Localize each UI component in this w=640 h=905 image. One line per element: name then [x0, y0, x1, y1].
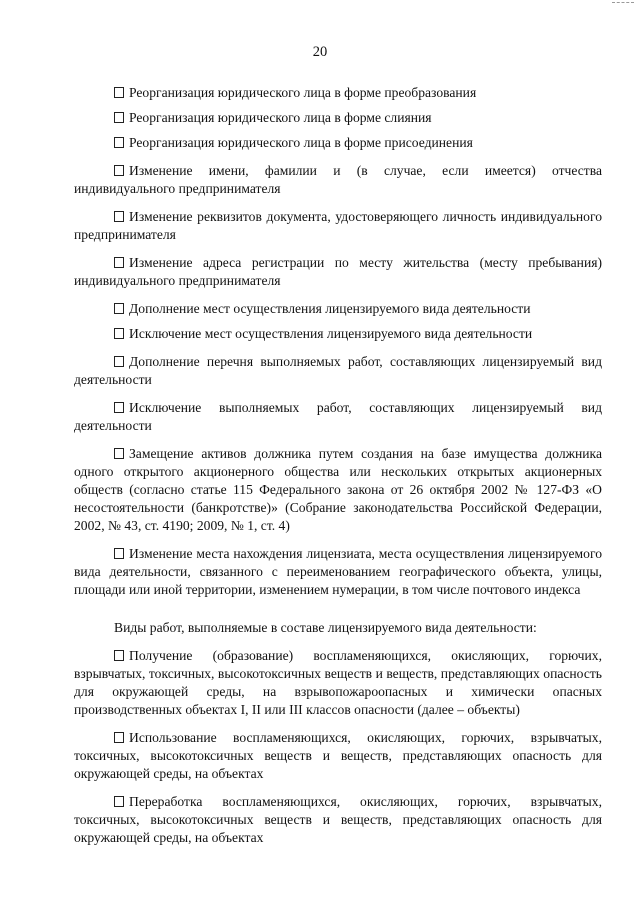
list-item: [74, 300, 602, 318]
checkbox-icon[interactable]: [114, 87, 124, 98]
item-text: Дополнение перечня выполняемых работ, составляющих лицензируемый вид деятельности: [74, 354, 602, 387]
work-item: [74, 793, 602, 847]
item-text: Исключение мест осуществления лицензируемого вида деятельности: [129, 326, 533, 341]
checkbox-icon[interactable]: [114, 303, 124, 314]
work-item: [74, 647, 602, 719]
list-item: [74, 162, 602, 198]
item-text: Реорганизация юридического лица в форме преобразования: [129, 85, 477, 100]
item-text: Реорганизация юридического лица в форме присоединения: [129, 135, 473, 150]
list-item: [74, 254, 602, 290]
scan-edge-mark: [612, 2, 634, 4]
checkbox-icon[interactable]: [114, 356, 124, 367]
list-item: [74, 208, 602, 244]
checkbox-icon[interactable]: [114, 402, 124, 413]
checkbox-icon[interactable]: [114, 165, 124, 176]
list-item: [74, 399, 602, 435]
checkbox-icon[interactable]: [114, 796, 124, 807]
list-item: [74, 109, 602, 127]
item-text: Исключение выполняемых работ, составляющих лицензируемый вид деятельности: [74, 400, 602, 433]
checkbox-icon[interactable]: [114, 328, 124, 339]
checkbox-icon[interactable]: [114, 137, 124, 148]
item-text: Замещение активов должника путем создания на базе имущества должника одного открытого акционерного общества или нескольких открытых акционерных обществ (согласно статье 115 Федерального закона от 26 октября 2002 № 127-ФЗ «О несостоятельности (банкротстве)» (Собрание законодательства Российской Федерации, 2002, № 43, ст. 4190; 2009, № 1, ст. 4): [74, 446, 602, 533]
item-text: Изменение реквизитов документа, удостоверяющего личность индивидуального предпринимателя: [74, 209, 602, 242]
checkbox-icon[interactable]: [114, 211, 124, 222]
item-text: Изменение адреса регистрации по месту жительства (месту пребывания) индивидуального предпринимателя: [74, 255, 602, 288]
checkbox-icon[interactable]: [114, 732, 124, 743]
work-text: Получение (образование) воспламеняющихся, окисляющих, горючих, взрывчатых, токсичных, высокотоксичных веществ и веществ, представляющих опасность для окружающей среды, на взрывопожароопасных и химически опасных производственных объектах I, II или III классов опасности (далее – объекты): [74, 648, 602, 717]
item-text: Реорганизация юридического лица в форме слияния: [129, 110, 432, 125]
checkbox-icon[interactable]: [114, 548, 124, 559]
item-text: Изменение имени, фамилии и (в случае, если имеется) отчества индивидуального предпринимателя: [74, 163, 602, 196]
page-number: 20: [312, 44, 328, 60]
list-item: [74, 353, 602, 389]
item-text: Дополнение мест осуществления лицензируемого вида деятельности: [129, 301, 531, 316]
list-item: [74, 445, 602, 535]
list-item: [74, 325, 602, 343]
checkbox-icon[interactable]: [114, 448, 124, 459]
work-item: [74, 729, 602, 783]
checkbox-icon[interactable]: [114, 112, 124, 123]
checkbox-icon[interactable]: [114, 257, 124, 268]
list-item: [74, 134, 602, 152]
item-text: Изменение места нахождения лицензиата, места осуществления лицензируемого вида деятельности, связанного с переименованием географического объекта, улицы, площади или иной территории, изменением нумерации, в том числе почтового индекса: [74, 546, 602, 597]
document-body: [74, 84, 602, 847]
section-heading: Виды работ, выполняемые в составе лицензируемого вида деятельности:: [114, 620, 537, 635]
list-item: [74, 84, 602, 102]
checkbox-icon[interactable]: [114, 650, 124, 661]
list-item: [74, 545, 602, 599]
work-text: Использование воспламеняющихся, окисляющих, горючих, взрывчатых, токсичных, высокотоксичных веществ и веществ, представляющих опасность для окружающей среды, на объектах: [74, 730, 602, 781]
work-text: Переработка воспламеняющихся, окисляющих, горючих, взрывчатых, токсичных, высокотоксичных веществ и веществ, представляющих опасность для окружающей среды, на объектах: [74, 794, 602, 845]
